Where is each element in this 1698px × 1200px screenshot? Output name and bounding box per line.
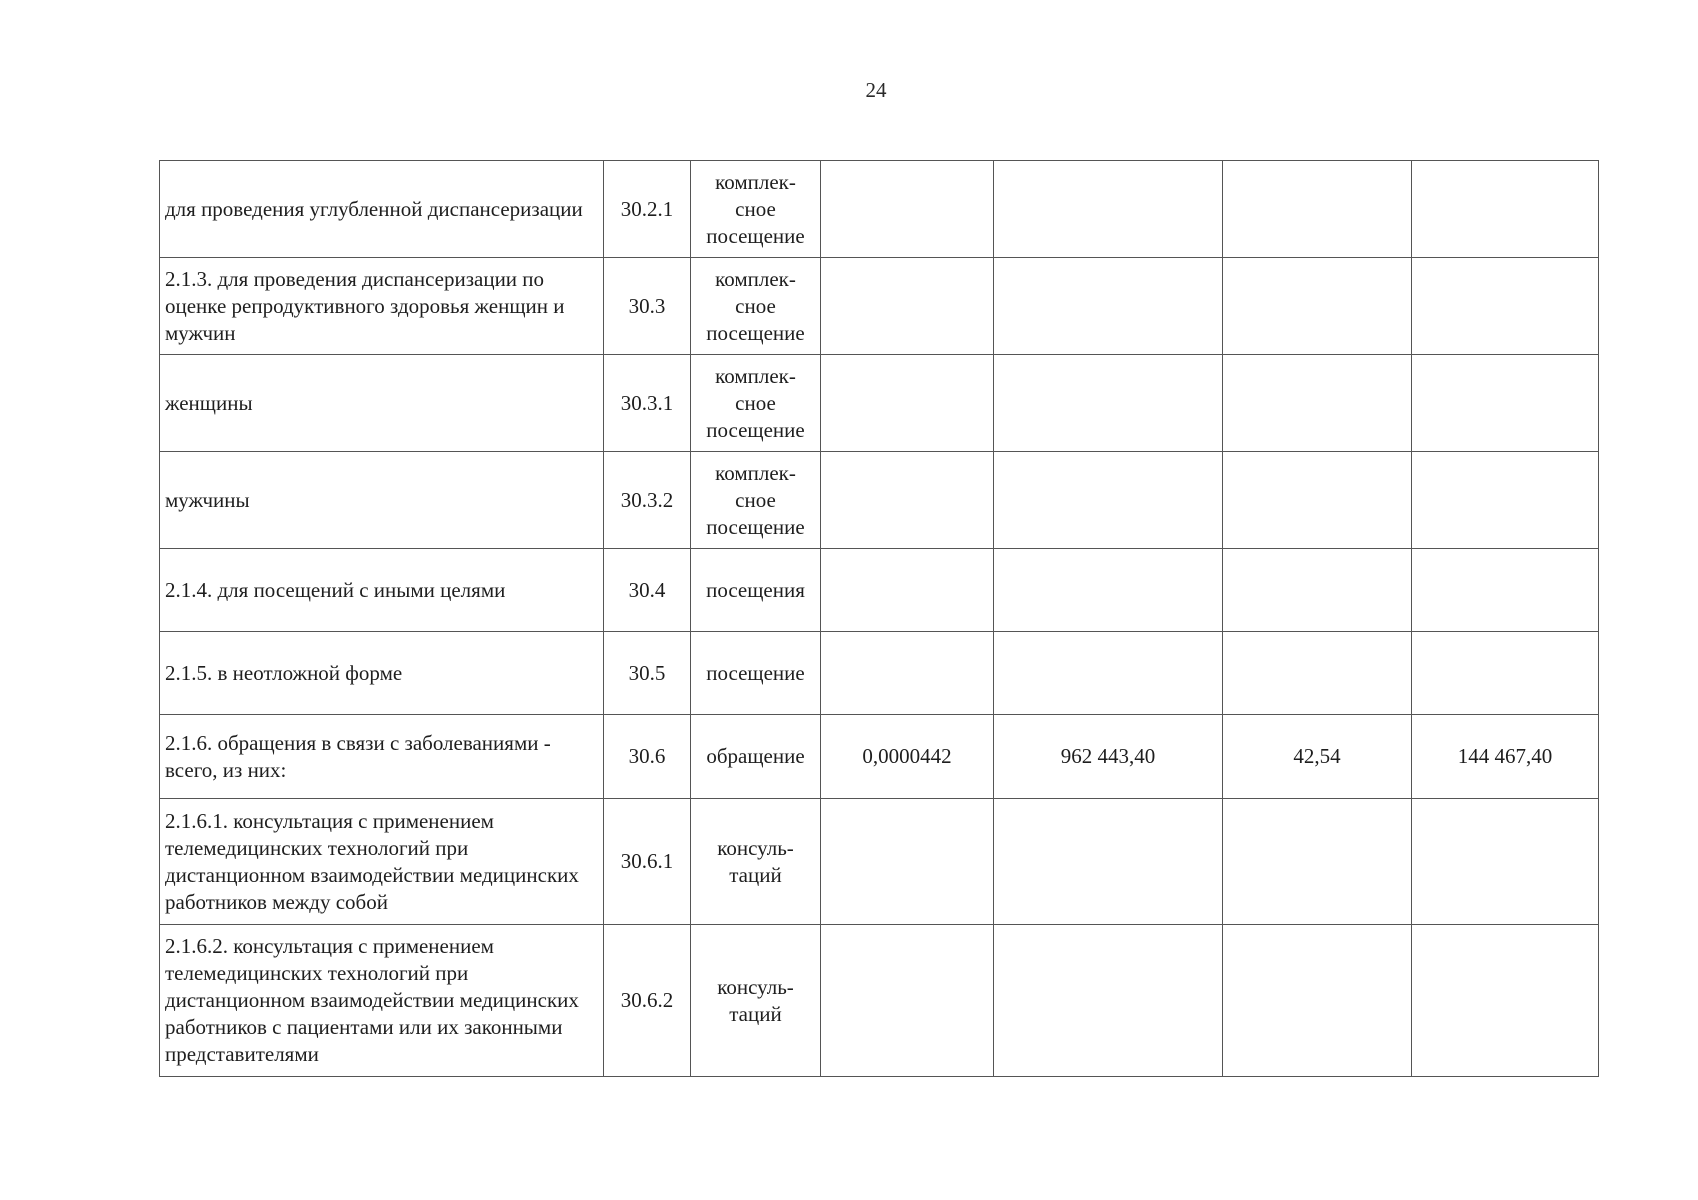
- unit-line: комплек-: [715, 169, 796, 194]
- row-unit: [691, 452, 821, 549]
- row-code: 30.3: [604, 258, 691, 355]
- value-cell: 144 467,40: [1412, 715, 1599, 799]
- value-cell: [821, 799, 994, 925]
- table-row: [160, 715, 1599, 799]
- row-unit: [691, 715, 821, 799]
- row-name: 2.1.4. для посещений с иными целями: [160, 549, 604, 632]
- table-row: [160, 161, 1599, 258]
- row-code: 30.6.1: [604, 799, 691, 925]
- value-cell: 42,54: [1223, 715, 1412, 799]
- row-code: 30.6.2: [604, 925, 691, 1077]
- row-unit: [691, 799, 821, 925]
- row-code: 30.2.1: [604, 161, 691, 258]
- value-cell: [821, 632, 994, 715]
- unit-line: посещение: [706, 320, 805, 345]
- value-cell: [994, 632, 1223, 715]
- page-number: 24: [865, 78, 887, 102]
- unit-line: сное: [735, 487, 776, 512]
- unit-line: сное: [735, 293, 776, 318]
- table-row: [160, 355, 1599, 452]
- row-name: 2.1.6.1. консультация с применением телемедицинских технологий при дистанционном взаимодействии медицинских работников между собой: [160, 799, 604, 925]
- value-cell: 0,0000442: [821, 715, 994, 799]
- row-code: 30.4: [604, 549, 691, 632]
- row-name: женщины: [160, 355, 604, 452]
- value-cell: [821, 452, 994, 549]
- value-cell: [1223, 452, 1412, 549]
- row-code: 30.6: [604, 715, 691, 799]
- unit-line: консуль-: [717, 835, 794, 860]
- unit-line: обращение: [706, 744, 805, 768]
- row-unit: [691, 161, 821, 258]
- row-unit: [691, 355, 821, 452]
- row-name: 2.1.3. для проведения диспансеризации по оценке репродуктивного здоровья женщин и мужчин: [160, 258, 604, 355]
- row-code: 30.3.1: [604, 355, 691, 452]
- value-cell: [1412, 161, 1599, 258]
- row-unit: [691, 549, 821, 632]
- unit-line: сное: [735, 390, 776, 415]
- unit-line: посещение: [706, 417, 805, 442]
- unit-line: посещение: [706, 660, 805, 685]
- row-unit: [691, 925, 821, 1077]
- value-cell: [1412, 549, 1599, 632]
- row-name: 2.1.6.2. консультация с применением телемедицинских технологий при дистанционном взаимодействии медицинских работников с пациентами или их законными представителями: [160, 925, 604, 1077]
- unit-line: посещение: [706, 514, 805, 539]
- value-cell: [821, 355, 994, 452]
- unit-line: комплек-: [715, 266, 796, 291]
- value-cell: [821, 161, 994, 258]
- value-cell: [994, 452, 1223, 549]
- value-cell: [1223, 549, 1412, 632]
- table-row: [160, 549, 1599, 632]
- table-row: [160, 632, 1599, 715]
- unit-line: консуль-: [717, 974, 794, 999]
- value-cell: [994, 799, 1223, 925]
- value-cell: [821, 258, 994, 355]
- unit-line: посещение: [706, 223, 805, 248]
- unit-line: комплек-: [715, 363, 796, 388]
- value-cell: [994, 355, 1223, 452]
- table-row: [160, 799, 1599, 925]
- table-row: [160, 258, 1599, 355]
- unit-line: комплек-: [715, 460, 796, 485]
- value-cell: [1412, 925, 1599, 1077]
- value-cell: [821, 925, 994, 1077]
- value-cell: 962 443,40: [994, 715, 1223, 799]
- value-cell: [994, 258, 1223, 355]
- value-cell: [1223, 355, 1412, 452]
- unit-line: посещения: [706, 577, 805, 602]
- unit-line: таций: [729, 862, 782, 887]
- row-code: 30.3.2: [604, 452, 691, 549]
- value-cell: [1412, 799, 1599, 925]
- value-cell: [1223, 632, 1412, 715]
- row-name: для проведения углубленной диспансеризации: [160, 161, 604, 258]
- row-name: 2.1.5. в неотложной форме: [160, 632, 604, 715]
- unit-line: таций: [729, 1001, 782, 1026]
- value-cell: [994, 925, 1223, 1077]
- unit-line: сное: [735, 196, 776, 221]
- value-cell: [1412, 632, 1599, 715]
- financing-table: [159, 160, 1599, 1077]
- row-name: мужчины: [160, 452, 604, 549]
- value-cell: [1223, 161, 1412, 258]
- value-cell: [994, 549, 1223, 632]
- row-unit: [691, 258, 821, 355]
- row-name: 2.1.6. обращения в связи с заболеваниями - всего, из них:: [160, 715, 604, 799]
- value-cell: [1223, 925, 1412, 1077]
- value-cell: [1412, 355, 1599, 452]
- row-unit: [691, 632, 821, 715]
- value-cell: [821, 549, 994, 632]
- table-row: [160, 452, 1599, 549]
- value-cell: [1223, 258, 1412, 355]
- value-cell: [1223, 799, 1412, 925]
- value-cell: [994, 161, 1223, 258]
- row-code: 30.5: [604, 632, 691, 715]
- value-cell: [1412, 258, 1599, 355]
- table-row: [160, 925, 1599, 1077]
- value-cell: [1412, 452, 1599, 549]
